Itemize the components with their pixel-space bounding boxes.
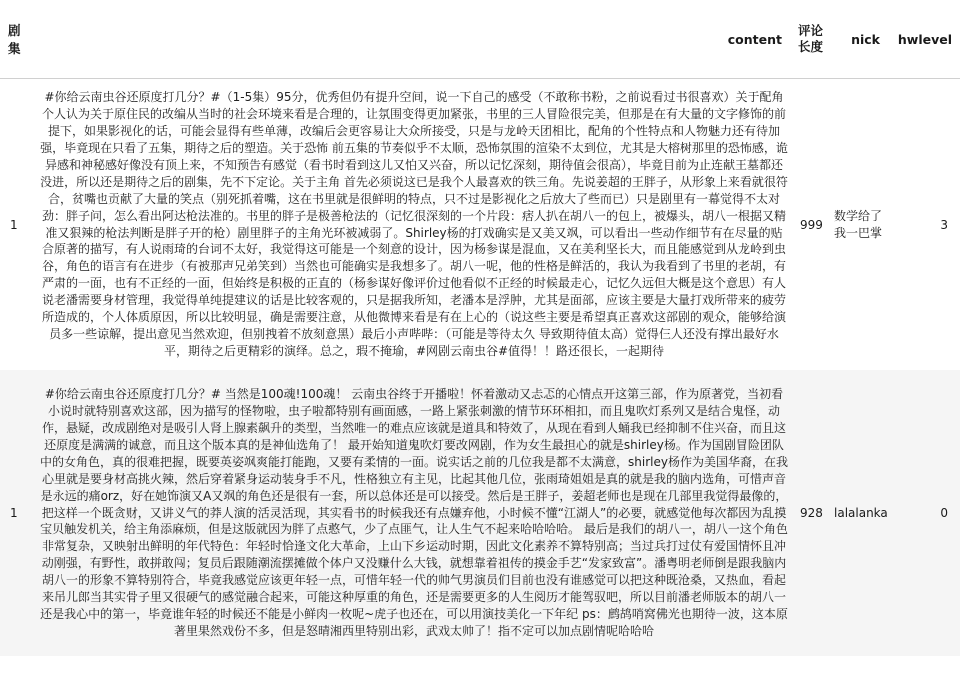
cell-episode: 1 [0, 370, 30, 656]
cell-content: #你给云南虫谷还原度打几分？#（1-5集）95分，优秀但仍有提升空间，说一下自己的感受（不敢称书粉，之前说看过书很喜欢）关于配角 个人认为关于原住民的改编从当时的社会环境来看是合理的，让氛围变得更加紧张，书里的三人冒险很完美，但那是在有大量的文字修饰的前提下，如果影视化的话，可能会显得有些单薄，改编后会更容易让大众所接受，只是与龙岭天团相比，配角的个性特点和人物魅力还有待加强，毕竟现在只看了五集，期待之后的塑造。关于恐怖 前五集的节奏似乎不太顺，恐怖氛围的渲染不太到位，尤其是大榕树那里的恐怖感，诡异感和神秘感好像没有顶上来，不知预告有感觉（看书时看到这儿又怕又兴奋，所以记忆深刻，期待值会很高），毕竟目前为止连献王墓都还没进，所以还是期待之后的剧集，先不下定论。关于主角 首先必须说这已是我个人最喜欢的铁三角。先说姜超的王胖子，从形象上来看就很符合，贫嘴也贡献了大量的笑点（别死抓着嘴，这在书里就是很鲜明的特点，只不过是影视化之后放大了些而已）只是剧里有一幕觉得不太对劲：胖子问，怎么看出阿达枪法准的。书里的胖子是极善枪法的（记忆很深刻的一个片段：痞人扒在胡八一的包上，被爆头，胡八一根据又精准又狠辣的枪法判断是胖子开的枪）剧里胖子的主角光环被减弱了。Shirley杨的打戏确实是又美又飒，可以看出一些动作细节有在尽量的贴合原著的描写，有人说雨琦的台词不太好，我觉得这可能是一个刻意的设计，因为杨参谋是混血，又在美利坚长大，而且能感觉到从龙岭到虫谷，角色的语言有在进步（有被那声兄弟笑到）当然也可能确实是我想多了。胡八一呢，他的性格是鲜活的，我认为我看到了书里的老胡，有严肃的一面，也有不正经的一面，但始终是积极的正直的（杨参谋好像评价过他看似不正经的时候最走心，记忆久远但大概是这个意思）有人说老潘需要身材管理，我觉得单纯提建议的话是比较客观的，只是据我所知，老潘本是浮肿，尤其是面部，应该主要是大量打戏所带来的疲劳所造成的，个人体质原因，所以比较明显，确是需要注意，从他微博来看是有在上心的（说这些主要是希望真正喜欢这部剧的观众，能够给演员多一些谅解，提出意见当然欢迎，但别拽着不放刻意黑）最后小声哔哔：（可能是等待太久 导致期待值太高）觉得仨人还没有撑出最好水平，期待之后更精彩的演绎。总之，瑕不掩瑜，#网剧云南虫谷#值得！！路还很长，一起期待 [30, 79, 792, 371]
table-row [0, 370, 960, 656]
header-comment-length: 评论长度 [792, 0, 828, 79]
cell-episode: 1 [0, 79, 30, 371]
table-header [0, 0, 960, 79]
header-nick: nick [828, 0, 886, 79]
header-content: content [30, 0, 792, 79]
header-row [0, 0, 960, 79]
cell-nick: lalalanka [828, 370, 886, 656]
cell-hwlevel: 0 [886, 370, 960, 656]
header-hwlevel: hwlevel [886, 0, 960, 79]
cell-comment-length: 999 [792, 79, 828, 371]
cell-nick: 数学给了我一巴掌 [828, 79, 886, 371]
table-body [0, 79, 960, 657]
cell-hwlevel: 3 [886, 79, 960, 371]
table-row [0, 79, 960, 371]
cell-content: #你给云南虫谷还原度打几分？# 当然是100魂!100魂！ 云南虫谷终于开播啦！怀着激动又忐忑的心情点开这第三部，作为原著党，当初看小说时就特别喜欢这部，因为描写的怪物啦，虫子啦都特别有画面感，一路上紧张刺激的情节环环相扣，而且鬼吹灯系列又是结合鬼怪，动作，悬疑，改成剧绝对是吸引人肾上腺素飙升的类型，当然唯一的难点应该就是道具和特效了，从现在看到人蛹我已经抑制不住兴奋，而且这还原度是满满的诚意，而且这个版本真的是神仙选角了！ 最开始知道鬼吹灯要改网剧，作为女生最担心的就是shirley杨。作为国剧冒险团队中的女角色，真的很难把握，既要英姿飒爽能打能跑，又要有柔情的一面。说实话之前的几位我是都不太满意，shirley杨作为美国华裔，在我心里就是要身材高挑火辣，然后穿着紧身运动装身手不凡，性格独立有主见，比起其他几位，张雨琦姐姐是真的就是我的脑内选角，可惜声音是永远的痛orz，好在她饰演又A又飒的角色还是很有一套，所以总体还是可以接受。然后是王胖子，姜超老师也是现在几部里我觉得最像的，把这样一个既贪财，又讲义气的莽人演的活灵活现，其实看书的时候我还有点嫌弃他，小时候不懂“江湖人”的必要，就感觉他每次都因为乱摸宝贝触发机关，给主角添麻烦，但是这版就因为胖了点憨气，少了点匪气，让人生气不起来哈哈哈哈。 最后是我们的胡八一，胡八一这个角色非常复杂，又映射出鲜明的年代特色：年轻时恰逢文化大革命，上山下乡运动时期，因此文化素养不算特别高；当过兵打过仗有爱国情怀且冲动刚强，有野性，敢拼敢闯；复员后跟随潮流摆摊做个体户又没赚什么大钱，就想靠着祖传的摸金手艺“发家致富”。潘粤明老师倒是跟我脑内胡八一的形象不算特别符合，毕竟我感觉应该更年轻一点，可惜年轻一代的帅气男演员们目前也没有谁感觉可以把这种既沧桑，又热血，看起来吊儿郎当其实骨子里又很硬气的感觉融合起来，可能这种厚重的角色，还是需要更多的人生阅历才能驾驭吧，所以目前潘老师版本的胡八一还是我心中的第一，毕竟谁年轻的时候还不能是小鲜肉一枚呢~虎子也还在，可以用演技美化一下年纪 ps：鹧鸪哨窝佛光也期待一波，这本原著里果然戏份不多，但是怒晴湘西里特别出彩，武戏太帅了！指不定可以加点剧情呢哈哈哈 [30, 370, 792, 656]
cell-comment-length: 928 [792, 370, 828, 656]
header-episode: 剧集 [0, 0, 30, 79]
